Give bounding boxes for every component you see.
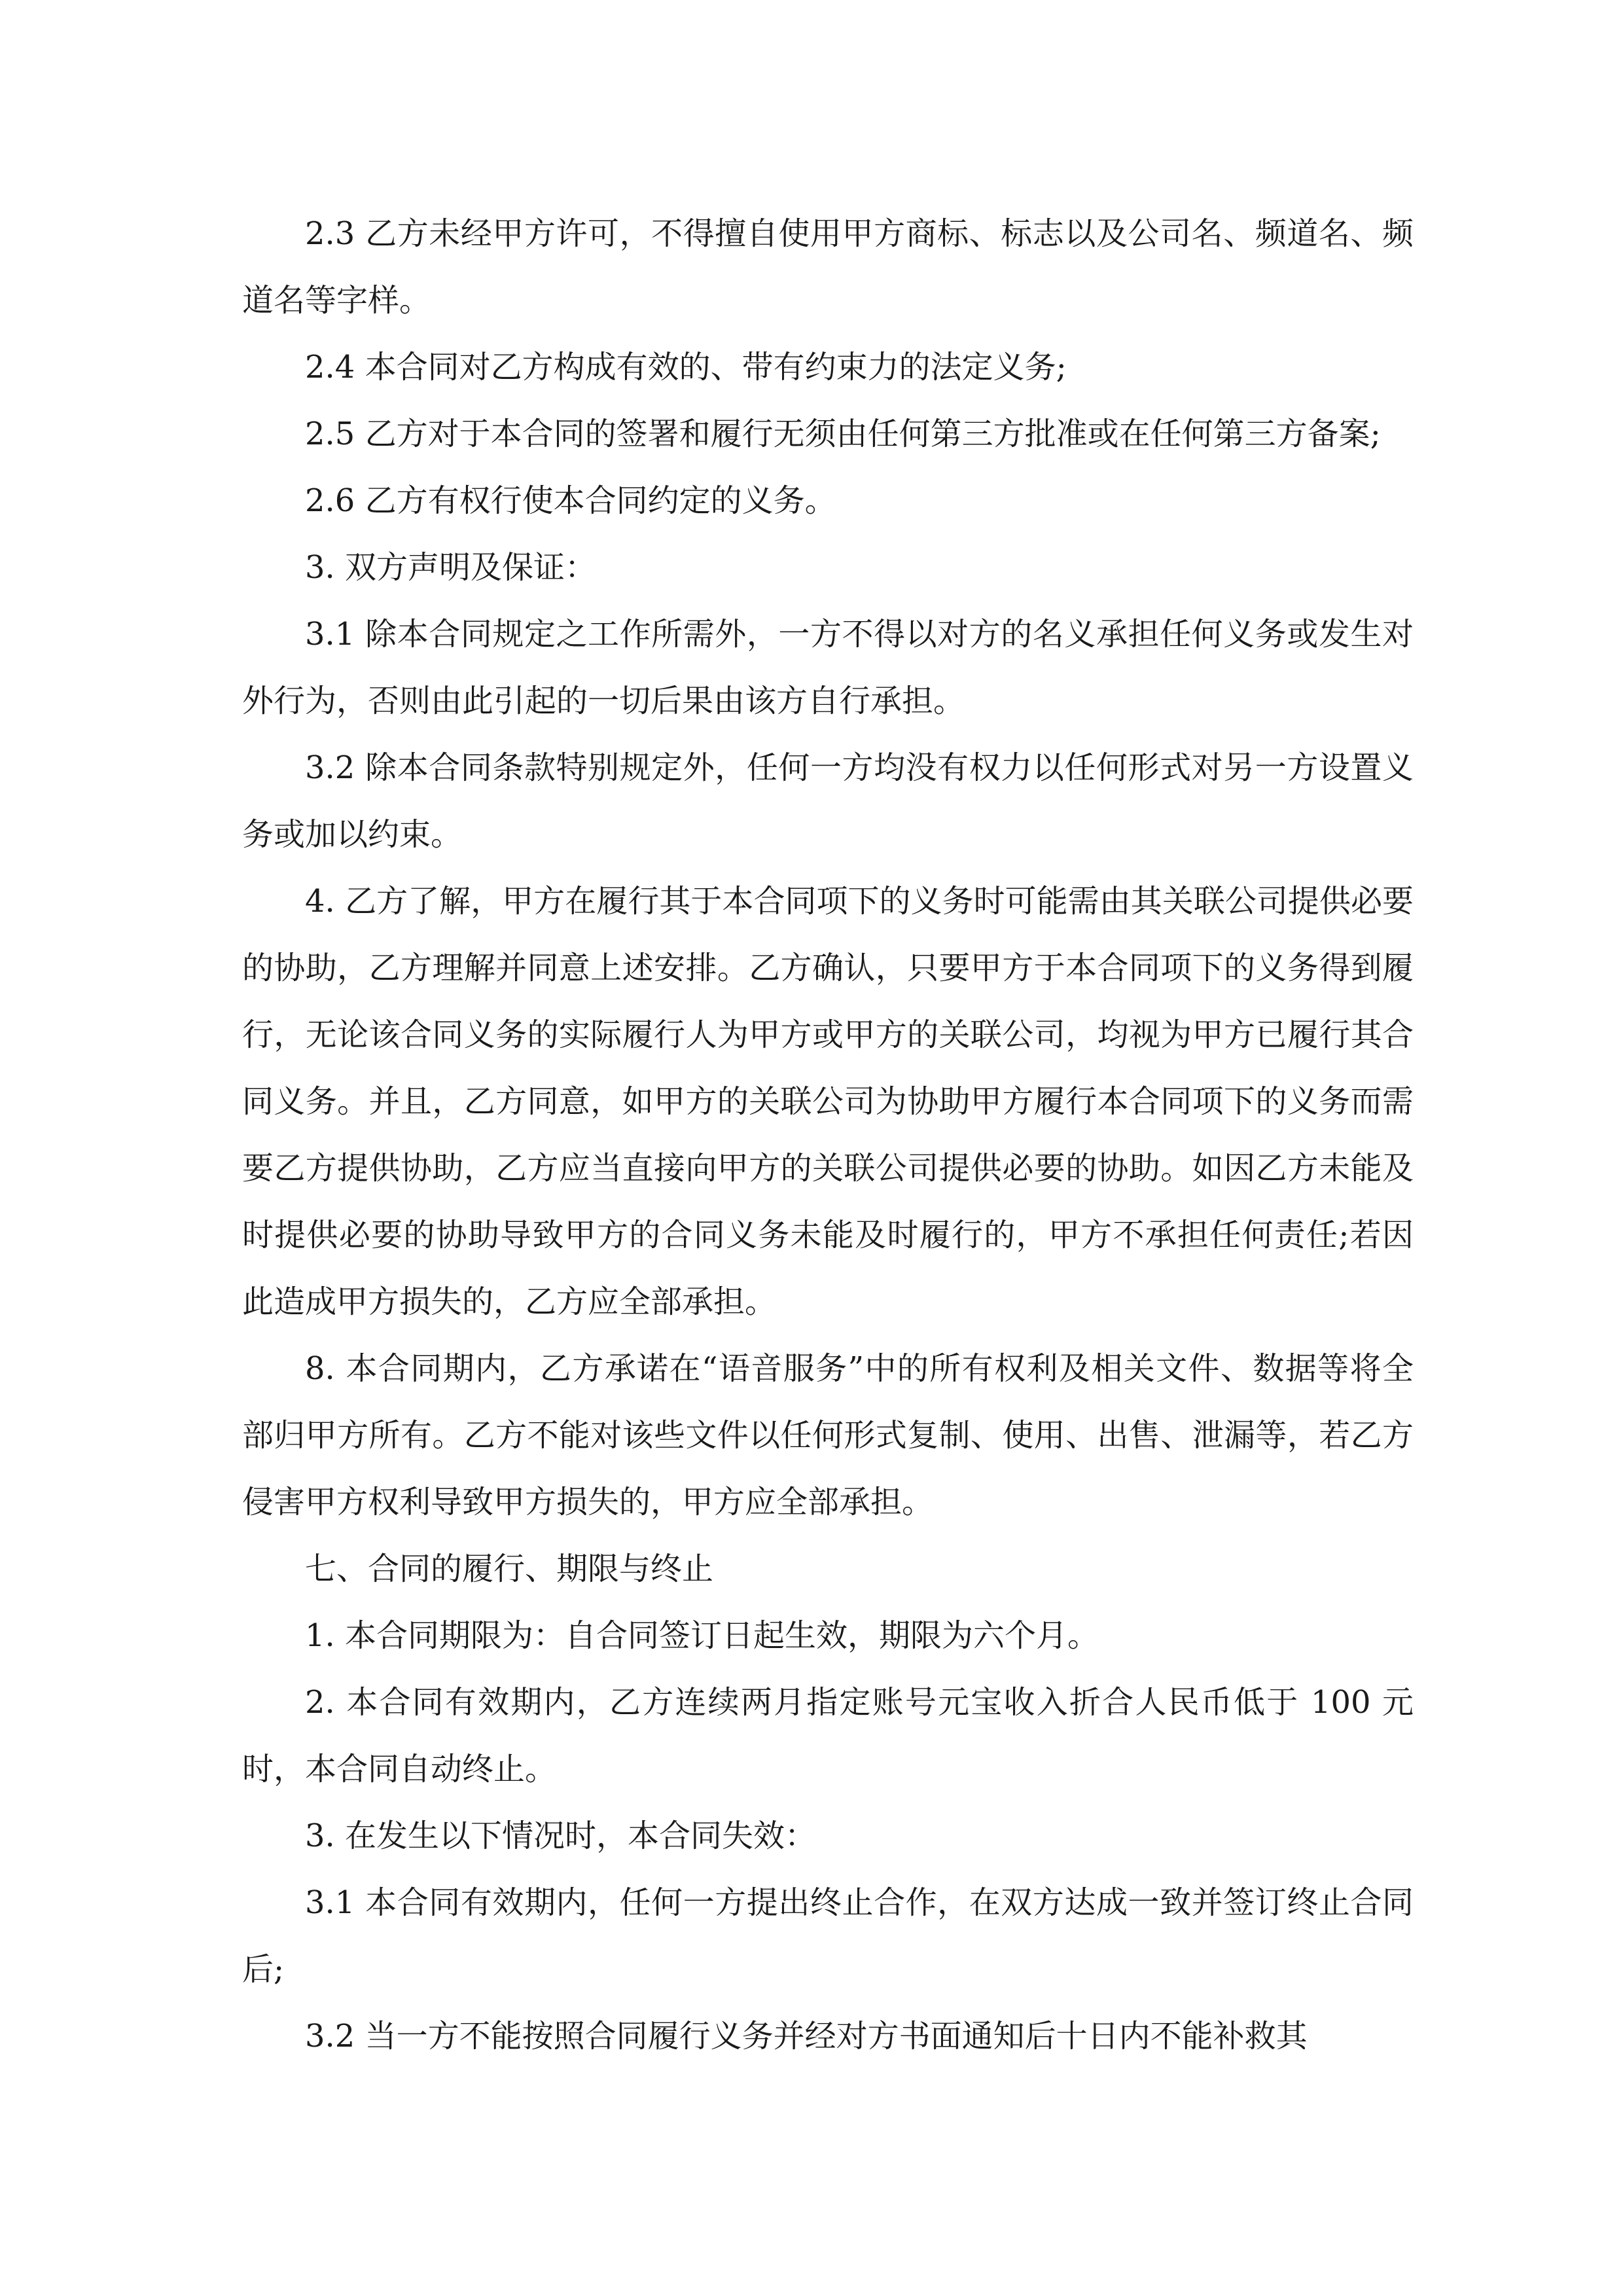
- clause-3-2: 3.2 除本合同条款特别规定外，任何一方均没有权力以任何形式对另一方设置义务或加以约束。: [242, 749, 1414, 853]
- term-clause-3-2: 3.2 当一方不能按照合同履行义务并经对方书面通知后十日内不能补救其: [305, 2018, 1308, 2054]
- clause-3-heading: 3. 双方声明及保证：: [305, 549, 597, 586]
- section-7-heading: 七、合同的履行、期限与终止: [305, 1551, 714, 1587]
- clause-8: 8. 本合同期内，乙方承诺在“语音服务”中的所有权利及相关文件、数据等将全部归甲方所有。乙方不能对该些文件以任何形式复制、使用、出售、泄漏等，若乙方侵害甲方权利导致甲方损失的，甲方应全部承担。: [242, 1350, 1414, 1520]
- term-clause-3-1: 3.1 本合同有效期内，任何一方提出终止合作，在双方达成一致并签订终止合同后;: [242, 1884, 1414, 1988]
- clause-4: 4. 乙方了解，甲方在履行其于本合同项下的义务时可能需由其关联公司提供必要的协助，乙方理解并同意上述安排。乙方确认，只要甲方于本合同项下的义务得到履行，无论该合同义务的实际履行人为甲方或甲方的关联公司，均视为甲方已履行其合同义务。并且，乙方同意，如甲方的关联公司为协助甲方履行本合同项下的义务而需要乙方提供协助，乙方应当直接向甲方的关联公司提供必要的协助。如因乙方未能及时提供必要的协助导致甲方的合同义务未能及时履行的，甲方不承担任何责任;若因此造成甲方损失的，乙方应全部承担。: [242, 883, 1414, 1320]
- term-clause-2: 2. 本合同有效期内，乙方连续两月指定账号元宝收入折合人民币低于 100 元时，本合同自动终止。: [242, 1684, 1414, 1787]
- clause-2-3: 2.3 乙方未经甲方许可，不得擅自使用甲方商标、标志以及公司名、频道名、频道名等字样。: [242, 215, 1414, 319]
- term-clause-3: 3. 在发生以下情况时，本合同失效：: [305, 1818, 817, 1854]
- clause-2-5: 2.5 乙方对于本合同的签署和履行无须由任何第三方批准或在任何第三方备案;: [305, 416, 1381, 452]
- document-body: [242, 200, 1414, 2070]
- clause-2-4: 2.4 本合同对乙方构成有效的、带有约束力的法定义务;: [305, 349, 1067, 386]
- clause-3-1: 3.1 除本合同规定之工作所需外，一方不得以对方的名义承担任何义务或发生对外行为，否则由此引起的一切后果由该方自行承担。: [242, 616, 1414, 719]
- clause-2-6: 2.6 乙方有权行使本合同约定的义务。: [305, 482, 836, 519]
- term-clause-1: 1. 本合同期限为：自合同签订日起生效，期限为六个月。: [305, 1617, 1099, 1654]
